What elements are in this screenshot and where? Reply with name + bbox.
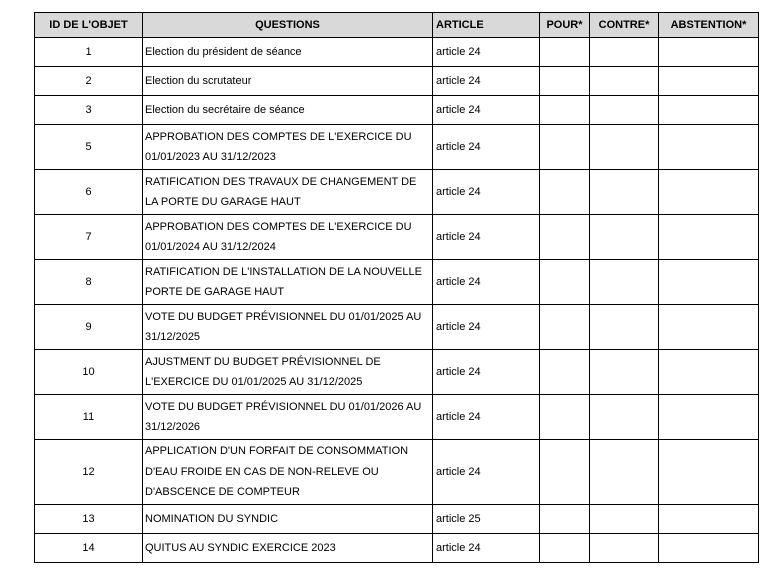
row-question: APPLICATION D'UN FORFAIT DE CONSOMMATION D'EAU FROIDE EN CAS DE NON-RELEVE OU D'ABSCENCE DE COMPTEUR bbox=[143, 440, 433, 505]
row-id: 14 bbox=[35, 534, 143, 563]
vote-contre-cell[interactable] bbox=[590, 350, 659, 395]
vote-abstention-cell[interactable] bbox=[659, 395, 759, 440]
row-article: article 24 bbox=[433, 170, 540, 215]
header-pour: POUR* bbox=[540, 13, 590, 38]
header-abstention: ABSTENTION* bbox=[659, 13, 759, 38]
vote-pour-cell[interactable] bbox=[540, 170, 590, 215]
row-question: RATIFICATION DE L'INSTALLATION DE LA NOUVELLE PORTE DE GARAGE HAUT bbox=[143, 260, 433, 305]
row-question: Election du secrétaire de séance bbox=[143, 96, 433, 125]
vote-pour-cell[interactable] bbox=[540, 395, 590, 440]
row-article: article 24 bbox=[433, 125, 540, 170]
row-id: 2 bbox=[35, 67, 143, 96]
row-id: 8 bbox=[35, 260, 143, 305]
table-row bbox=[35, 305, 759, 350]
table-row bbox=[35, 440, 759, 505]
row-id: 13 bbox=[35, 505, 143, 534]
table-row bbox=[35, 395, 759, 440]
row-id: 3 bbox=[35, 96, 143, 125]
vote-abstention-cell[interactable] bbox=[659, 38, 759, 67]
vote-contre-cell[interactable] bbox=[590, 534, 659, 563]
header-id: ID DE L'OBJET bbox=[35, 13, 143, 38]
row-id: 10 bbox=[35, 350, 143, 395]
row-article: article 24 bbox=[433, 215, 540, 260]
vote-contre-cell[interactable] bbox=[590, 305, 659, 350]
row-id: 12 bbox=[35, 440, 143, 505]
vote-contre-cell[interactable] bbox=[590, 170, 659, 215]
vote-abstention-cell[interactable] bbox=[659, 215, 759, 260]
vote-contre-cell[interactable] bbox=[590, 260, 659, 305]
resolutions-table bbox=[34, 12, 759, 563]
table-row bbox=[35, 38, 759, 67]
vote-abstention-cell[interactable] bbox=[659, 260, 759, 305]
vote-contre-cell[interactable] bbox=[590, 395, 659, 440]
row-article: article 24 bbox=[433, 96, 540, 125]
vote-abstention-cell[interactable] bbox=[659, 440, 759, 505]
vote-contre-cell[interactable] bbox=[590, 96, 659, 125]
vote-pour-cell[interactable] bbox=[540, 440, 590, 505]
table-row bbox=[35, 170, 759, 215]
vote-abstention-cell[interactable] bbox=[659, 125, 759, 170]
header-contre: CONTRE* bbox=[590, 13, 659, 38]
vote-pour-cell[interactable] bbox=[540, 125, 590, 170]
vote-pour-cell[interactable] bbox=[540, 505, 590, 534]
vote-abstention-cell[interactable] bbox=[659, 350, 759, 395]
vote-contre-cell[interactable] bbox=[590, 505, 659, 534]
row-question: QUITUS AU SYNDIC EXERCICE 2023 bbox=[143, 534, 433, 563]
row-article: article 24 bbox=[433, 440, 540, 505]
row-id: 1 bbox=[35, 38, 143, 67]
table-row bbox=[35, 350, 759, 395]
row-id: 7 bbox=[35, 215, 143, 260]
resolutions-table-container bbox=[34, 12, 759, 563]
vote-contre-cell[interactable] bbox=[590, 38, 659, 67]
table-row bbox=[35, 534, 759, 563]
vote-pour-cell[interactable] bbox=[540, 350, 590, 395]
table-row bbox=[35, 96, 759, 125]
vote-pour-cell[interactable] bbox=[540, 260, 590, 305]
vote-abstention-cell[interactable] bbox=[659, 534, 759, 563]
vote-abstention-cell[interactable] bbox=[659, 67, 759, 96]
vote-abstention-cell[interactable] bbox=[659, 305, 759, 350]
table-row bbox=[35, 505, 759, 534]
row-article: article 24 bbox=[433, 395, 540, 440]
vote-contre-cell[interactable] bbox=[590, 67, 659, 96]
row-question: RATIFICATION DES TRAVAUX DE CHANGEMENT DE LA PORTE DU GARAGE HAUT bbox=[143, 170, 433, 215]
table-row bbox=[35, 260, 759, 305]
header-questions: QUESTIONS bbox=[143, 13, 433, 38]
vote-pour-cell[interactable] bbox=[540, 534, 590, 563]
row-article: article 24 bbox=[433, 67, 540, 96]
vote-pour-cell[interactable] bbox=[540, 96, 590, 125]
row-article: article 24 bbox=[433, 260, 540, 305]
vote-contre-cell[interactable] bbox=[590, 440, 659, 505]
header-article: ARTICLE bbox=[433, 13, 540, 38]
vote-abstention-cell[interactable] bbox=[659, 170, 759, 215]
table-row bbox=[35, 215, 759, 260]
row-id: 11 bbox=[35, 395, 143, 440]
vote-contre-cell[interactable] bbox=[590, 125, 659, 170]
vote-abstention-cell[interactable] bbox=[659, 96, 759, 125]
row-id: 5 bbox=[35, 125, 143, 170]
row-question: NOMINATION DU SYNDIC bbox=[143, 505, 433, 534]
row-article: article 24 bbox=[433, 38, 540, 67]
vote-pour-cell[interactable] bbox=[540, 38, 590, 67]
row-question: VOTE DU BUDGET PRÉVISIONNEL DU 01/01/2025 AU 31/12/2025 bbox=[143, 305, 433, 350]
vote-contre-cell[interactable] bbox=[590, 215, 659, 260]
row-article: article 24 bbox=[433, 305, 540, 350]
row-id: 6 bbox=[35, 170, 143, 215]
table-row bbox=[35, 125, 759, 170]
row-article: article 25 bbox=[433, 505, 540, 534]
row-question: APPROBATION DES COMPTES DE L'EXERCICE DU 01/01/2023 AU 31/12/2023 bbox=[143, 125, 433, 170]
vote-abstention-cell[interactable] bbox=[659, 505, 759, 534]
row-question: Election du scrutateur bbox=[143, 67, 433, 96]
row-article: article 24 bbox=[433, 534, 540, 563]
row-question: APPROBATION DES COMPTES DE L'EXERCICE DU 01/01/2024 AU 31/12/2024 bbox=[143, 215, 433, 260]
row-question: Election du président de séance bbox=[143, 38, 433, 67]
row-id: 9 bbox=[35, 305, 143, 350]
header-row bbox=[35, 13, 759, 38]
row-article: article 24 bbox=[433, 350, 540, 395]
row-question: AJUSTMENT DU BUDGET PRÉVISIONNEL DE L'EXERCICE DU 01/01/2025 AU 31/12/2025 bbox=[143, 350, 433, 395]
vote-pour-cell[interactable] bbox=[540, 305, 590, 350]
table-row bbox=[35, 67, 759, 96]
vote-pour-cell[interactable] bbox=[540, 215, 590, 260]
row-question: VOTE DU BUDGET PRÉVISIONNEL DU 01/01/2026 AU 31/12/2026 bbox=[143, 395, 433, 440]
vote-pour-cell[interactable] bbox=[540, 67, 590, 96]
